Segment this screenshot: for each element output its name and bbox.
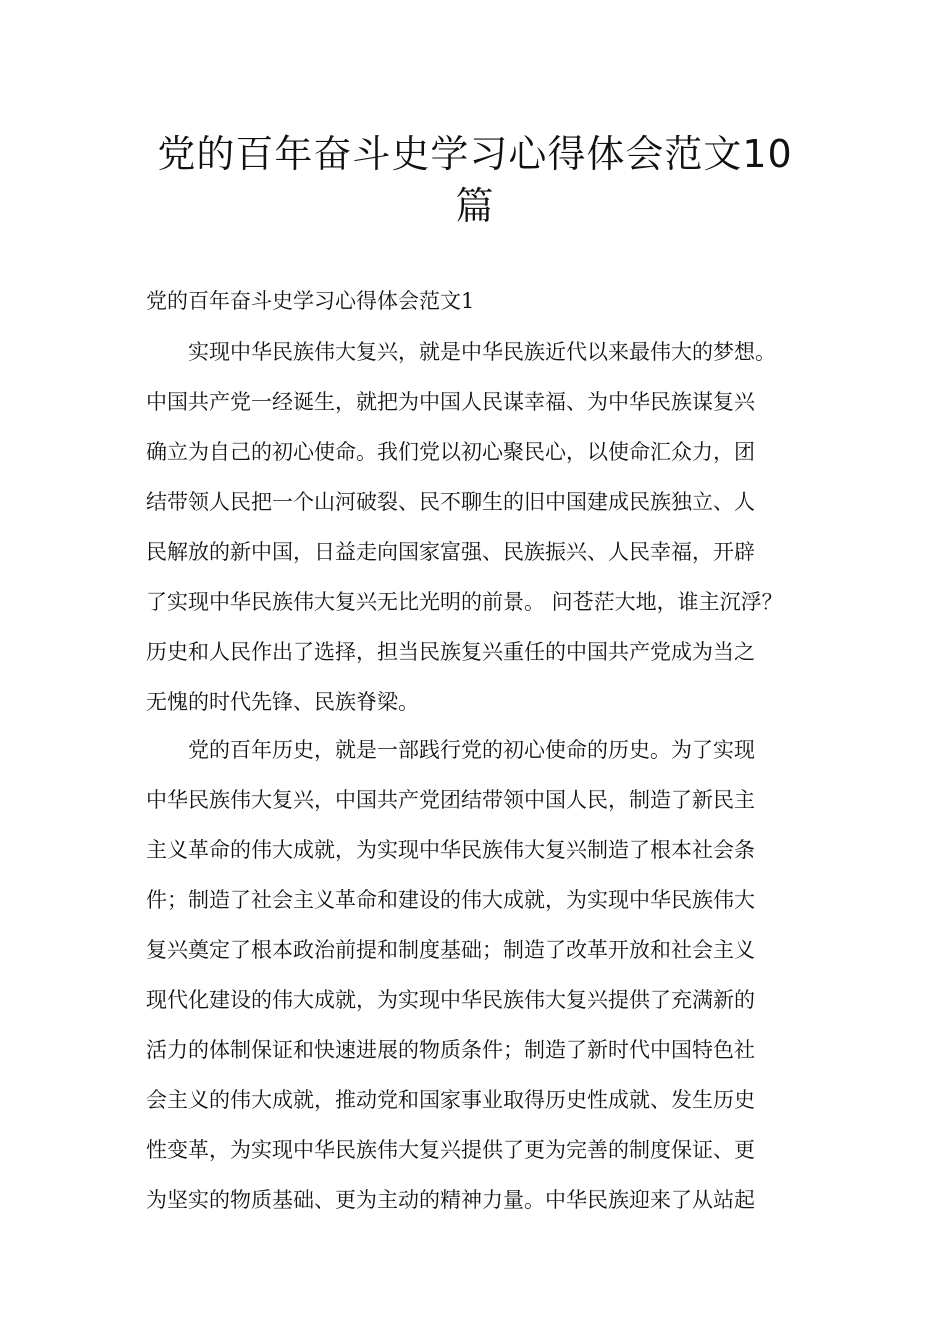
body-line: 主义革命的伟大成就，为实现中华民族伟大复兴制造了根本社会条	[146, 838, 755, 862]
body-line: 复兴奠定了根本政治前提和制度基础；制造了改革开放和社会主义	[146, 938, 755, 962]
body-line: 实现中华民族伟大复兴，就是中华民族近代以来最伟大的梦想。	[146, 340, 776, 364]
body-line: 中国共产党一经诞生，就把为中国人民谋幸福、为中华民族谋复兴	[146, 390, 755, 414]
title-line-2: 篇	[455, 184, 495, 228]
body-line: 党的百年历史，就是一部践行党的初心使命的历史。为了实现	[146, 738, 755, 762]
title-line-1: 党的百年奋斗史学习心得体会范文10	[157, 132, 793, 176]
section-heading: 党的百年奋斗史学习心得体会范文1	[146, 289, 475, 313]
body-line: 了实现中华民族伟大复兴无比光明的前景。 问苍茫大地，谁主沉浮？	[146, 590, 783, 614]
body-line: 现代化建设的伟大成就，为实现中华民族伟大复兴提供了充满新的	[146, 988, 755, 1012]
body-line: 性变革，为实现中华民族伟大复兴提供了更为完善的制度保证、更	[146, 1138, 755, 1162]
document-title	[0, 128, 950, 232]
body-line: 结带领人民把一个山河破裂、民不聊生的旧中国建成民族独立、人	[146, 490, 755, 514]
body-line: 确立为自己的初心使命。我们党以初心聚民心，以使命汇众力，团	[146, 440, 755, 464]
body-line: 中华民族伟大复兴，中国共产党团结带领中国人民，制造了新民主	[146, 788, 755, 812]
body-line: 件；制造了社会主义革命和建设的伟大成就，为实现中华民族伟大	[146, 888, 755, 912]
body-line: 为坚实的物质基础、更为主动的精神力量。中华民族迎来了从站起	[146, 1188, 755, 1212]
body-line: 民解放的新中国，日益走向国家富强、民族振兴、人民幸福，开辟	[146, 540, 755, 564]
body-line: 历史和人民作出了选择，担当民族复兴重任的中国共产党成为当之	[146, 640, 755, 664]
body-line: 会主义的伟大成就，推动党和国家事业取得历史性成就、发生历史	[146, 1088, 755, 1112]
body-line: 活力的体制保证和快速进展的物质条件；制造了新时代中国特色社	[146, 1038, 755, 1062]
body-line: 无愧的时代先锋、民族脊梁。	[146, 690, 419, 714]
